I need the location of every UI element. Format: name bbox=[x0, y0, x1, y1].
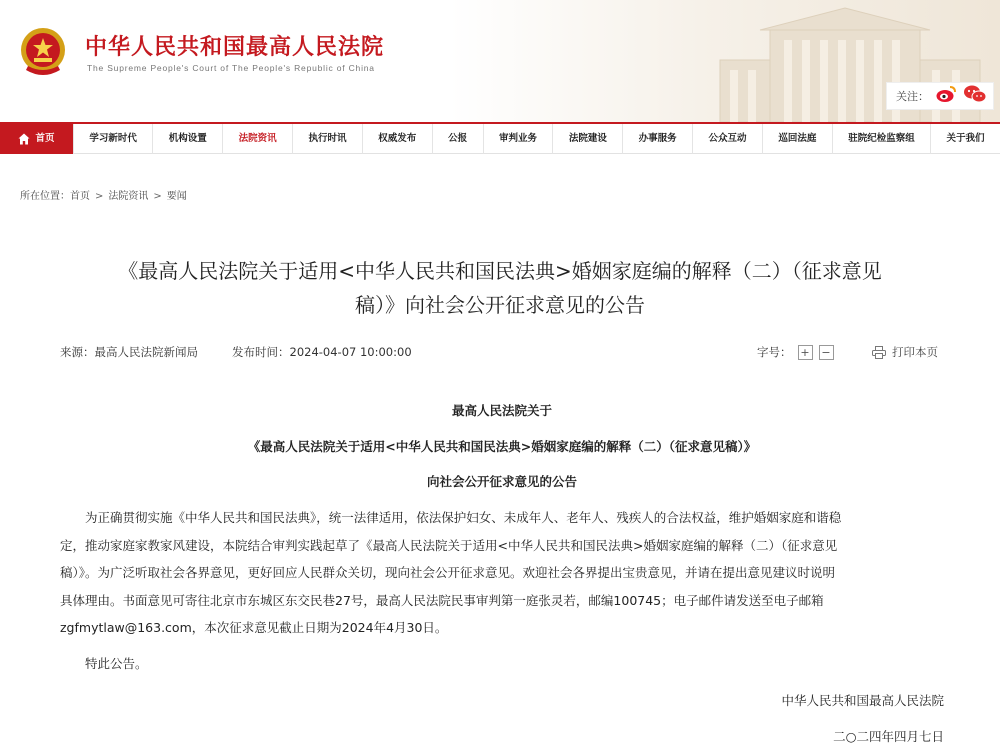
nav-item-discipline-inspection[interactable]: 驻院纪检监察组 bbox=[833, 124, 931, 154]
nav-item-study[interactable]: 学习新时代 bbox=[74, 124, 153, 154]
nav-item-public-interaction[interactable]: 公众互动 bbox=[693, 124, 763, 154]
print-label: 打印本页 bbox=[892, 345, 938, 359]
wechat-icon[interactable] bbox=[963, 84, 987, 108]
national-emblem-icon bbox=[18, 26, 68, 80]
weibo-icon[interactable] bbox=[935, 85, 957, 107]
nav-item-organization[interactable]: 机构设置 bbox=[153, 124, 223, 154]
paragraph-line: 稿）》。为广泛听取社会各界意见，更好回应人民群众关切，现向社会公开征求意见。欢迎社会各界提出宝贵意见，并请在提出意见建议时说明 bbox=[60, 565, 836, 580]
article-title bbox=[60, 254, 940, 322]
font-size-control bbox=[757, 344, 834, 360]
paragraph-line: 具体理由。书面意见可寄往北京市东城区东交民巷27号，最高人民法院民事审判第一庭张灵若，邮编100745；电子邮件请发送至电子邮箱 bbox=[60, 592, 824, 608]
nav-item-label: 首页 bbox=[35, 133, 55, 144]
nav-item-circuit-courts[interactable]: 巡回法庭 bbox=[763, 124, 833, 154]
follow-bar bbox=[886, 82, 994, 110]
article-heading: 最高人民法院关于 bbox=[451, 403, 552, 418]
article-heading: 《最高人民法院关于适用<中华人民共和国民法典>婚姻家庭编的解释（二）（征求意见稿）》 bbox=[247, 439, 757, 454]
nav-item-services[interactable]: 办事服务 bbox=[623, 124, 693, 154]
nav-item-execution-news[interactable]: 执行时讯 bbox=[293, 124, 363, 154]
article-date: 二○二四年四月七日 bbox=[833, 729, 944, 744]
nav-item-gazette[interactable]: 公报 bbox=[433, 124, 484, 154]
breadcrumb-home[interactable]: 首页 bbox=[70, 191, 90, 202]
article-publish-time: 发布时间：2024-04-07 10:00:00 bbox=[232, 345, 412, 359]
follow-label: 关注： bbox=[896, 90, 929, 103]
article-meta bbox=[60, 344, 944, 362]
breadcrumb-separator: > bbox=[95, 191, 104, 202]
nav-item-trial-business[interactable]: 审判业务 bbox=[484, 124, 554, 154]
paragraph-line: zgfmytlaw@163.com，本次征求意见截止日期为2024年4月30日。 bbox=[60, 620, 448, 635]
site-header bbox=[0, 0, 1000, 122]
article-source: 来源：最高人民法院新闻局 bbox=[60, 345, 198, 359]
article-paragraph bbox=[60, 504, 944, 642]
font-decrease-button[interactable]: − bbox=[819, 345, 834, 360]
nav-item-home[interactable] bbox=[0, 124, 74, 154]
article-signature: 中华人民共和国最高人民法院 bbox=[781, 693, 944, 708]
nav-item-authoritative-release[interactable]: 权威发布 bbox=[363, 124, 433, 154]
breadcrumb-court-news[interactable]: 法院资讯 bbox=[108, 191, 149, 202]
font-size-label: 字号： bbox=[757, 345, 792, 359]
site-subtitle: The Supreme People's Court of The People's Republic of China bbox=[87, 63, 375, 73]
article-heading: 向社会公开征求意见的公告 bbox=[426, 474, 577, 489]
print-button[interactable] bbox=[872, 344, 938, 360]
article-title-line: 稿）》向社会公开征求意见的公告 bbox=[355, 293, 645, 317]
breadcrumb bbox=[20, 187, 187, 202]
main-nav bbox=[0, 122, 1000, 154]
nav-item-court-news[interactable]: 法院资讯 bbox=[223, 124, 293, 154]
nav-item-about-us[interactable]: 关于我们 bbox=[946, 133, 985, 144]
breadcrumb-prefix: 所在位置： bbox=[20, 191, 70, 202]
article-title-line: 《最高人民法院关于适用<中华人民共和国民法典>婚姻家庭编的解释（二）（征求意见 bbox=[118, 259, 882, 283]
breadcrumb-headlines[interactable]: 要闻 bbox=[166, 191, 187, 202]
breadcrumb-separator: > bbox=[153, 191, 162, 202]
paragraph-line: 定，推动家庭家教家风建设，本院结合审判实践起草了《最高人民法院关于适用<中华人民共和国民法典>婚姻家庭编的解释（二）（征求意见 bbox=[60, 537, 838, 553]
home-icon bbox=[18, 133, 30, 145]
paragraph-line: 为正确贯彻实施《中华人民共和国民法典》，统一法律适用，依法保护妇女、未成年人、老年人、残疾人的合法权益，维护婚姻家庭和谐稳 bbox=[85, 510, 842, 525]
printer-icon bbox=[872, 346, 886, 359]
nav-item-court-building[interactable]: 法院建设 bbox=[553, 124, 623, 154]
article-closing: 特此公告。 bbox=[85, 656, 148, 671]
font-increase-button[interactable]: + bbox=[798, 345, 813, 360]
site-title[interactable]: 中华人民共和国最高人民法院 bbox=[85, 35, 385, 60]
